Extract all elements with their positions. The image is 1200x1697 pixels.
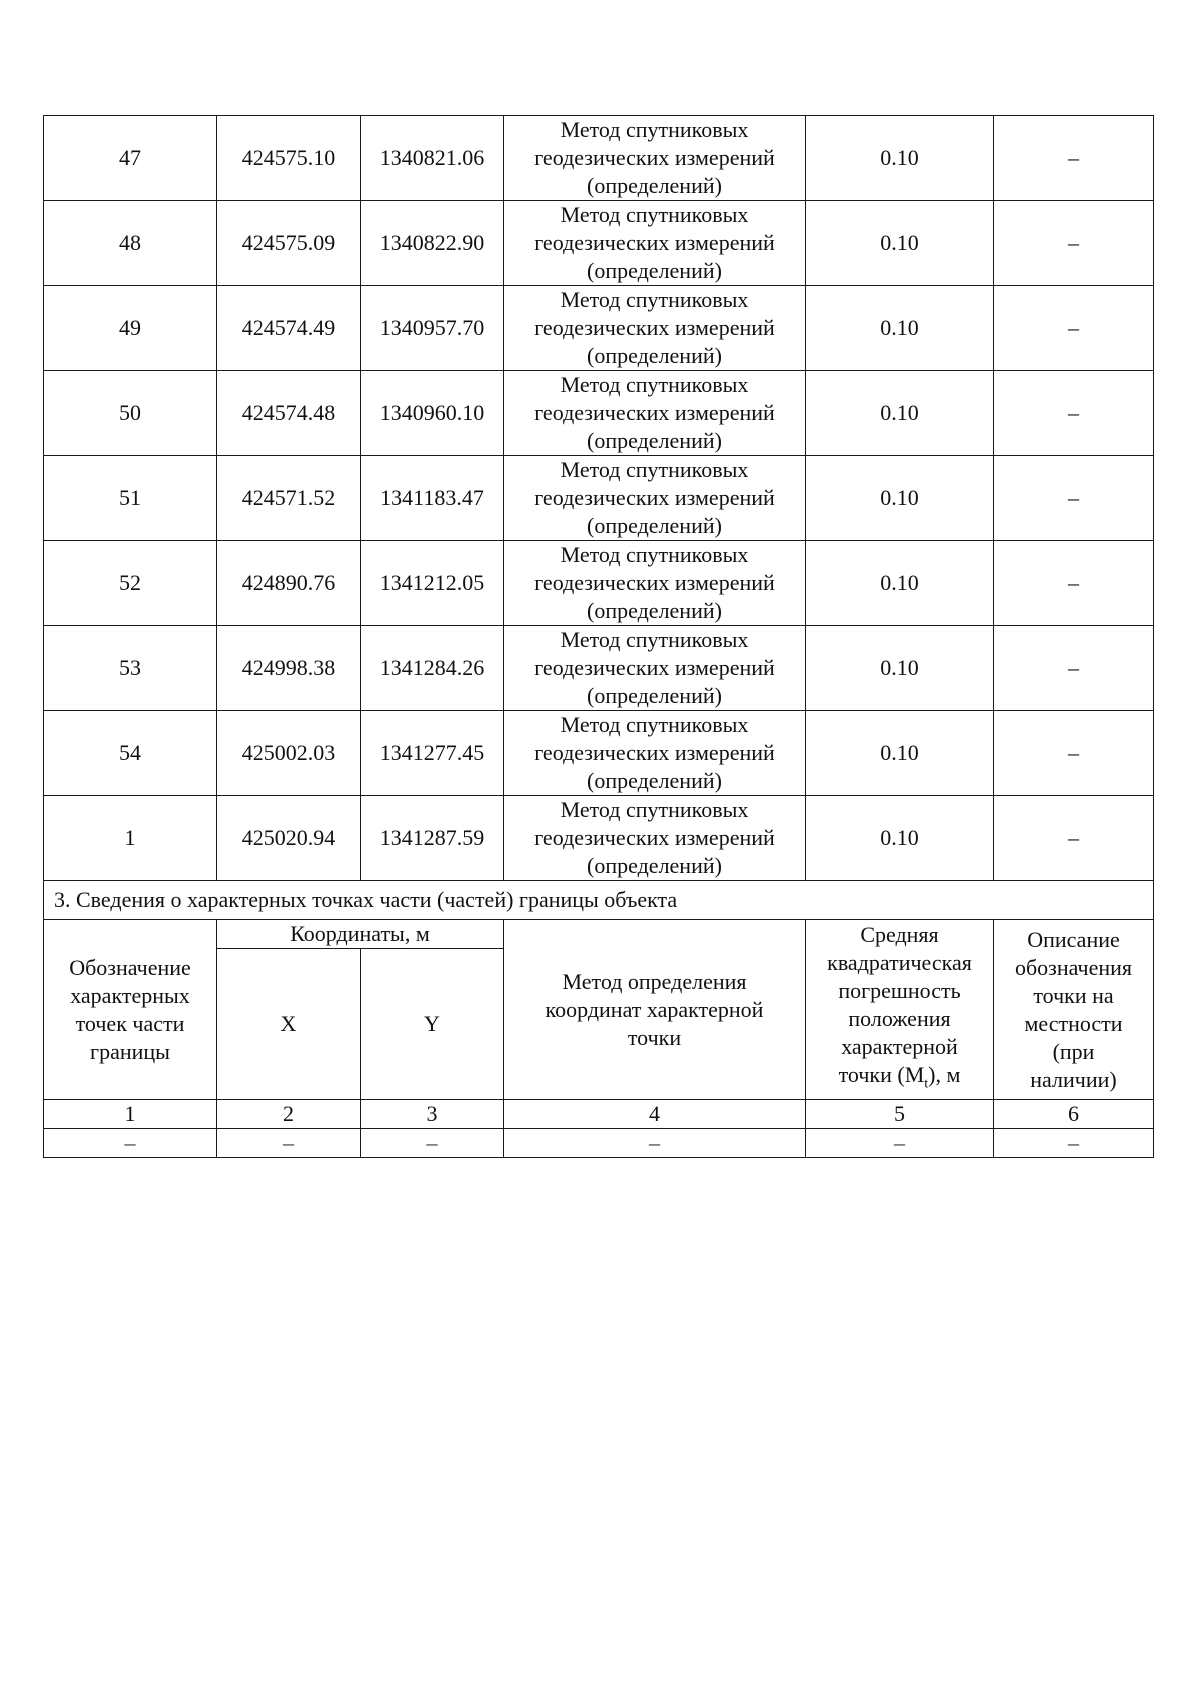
method-line: (определений)	[587, 258, 722, 283]
header-description-line: наличии)	[1030, 1066, 1117, 1092]
point-id-cell: 1	[44, 796, 217, 881]
section-header-row-1	[44, 920, 1154, 949]
table-row	[44, 201, 1154, 286]
description-cell: –	[994, 711, 1154, 796]
section-3-body	[44, 881, 1154, 1158]
header-description-line: местности	[1024, 1010, 1123, 1036]
method-line: геодезических измерений	[534, 230, 775, 255]
header-designation	[44, 920, 217, 1100]
empty-cell: –	[504, 1129, 806, 1158]
method-line: геодезических измерений	[534, 740, 775, 765]
point-id-cell: 51	[44, 456, 217, 541]
method-line: Метод спутниковых	[560, 627, 749, 652]
header-error-line: квадратическая	[827, 949, 972, 975]
header-description-line: (при	[1052, 1038, 1095, 1064]
y-coordinate-cell: 1340957.70	[361, 286, 504, 371]
method-cell	[504, 626, 806, 711]
point-id-cell: 49	[44, 286, 217, 371]
header-y: Y	[361, 949, 504, 1100]
header-coordinates: Координаты, м	[217, 920, 504, 949]
table-row	[44, 116, 1154, 201]
column-number: 1	[44, 1100, 217, 1129]
empty-cell: –	[361, 1129, 504, 1158]
y-coordinate-cell: 1341284.26	[361, 626, 504, 711]
method-line: Метод спутниковых	[560, 457, 749, 482]
x-coordinate-cell: 424574.48	[217, 371, 361, 456]
method-cell	[504, 116, 806, 201]
method-line: (определений)	[587, 683, 722, 708]
column-number: 4	[504, 1100, 806, 1129]
error-cell: 0.10	[806, 456, 994, 541]
description-cell: –	[994, 626, 1154, 711]
y-coordinate-cell: 1341212.05	[361, 541, 504, 626]
header-method-line: точки	[627, 1024, 682, 1050]
y-coordinate-cell: 1341277.45	[361, 711, 504, 796]
header-error-suffix: ), м	[928, 1061, 961, 1087]
header-description-line: точки на	[1033, 982, 1114, 1008]
method-line: геодезических измерений	[534, 400, 775, 425]
error-cell: 0.10	[806, 201, 994, 286]
method-line: Метод спутниковых	[560, 202, 749, 227]
header-error-line: Средняя	[860, 921, 939, 947]
description-cell: –	[994, 371, 1154, 456]
method-line: Метод спутниковых	[560, 797, 749, 822]
method-line: геодезических измерений	[534, 825, 775, 850]
method-cell	[504, 456, 806, 541]
x-coordinate-cell: 425020.94	[217, 796, 361, 881]
x-coordinate-cell: 424890.76	[217, 541, 361, 626]
x-coordinate-cell: 425002.03	[217, 711, 361, 796]
section-title: 3. Сведения о характерных точках части (частей) границы объекта	[44, 881, 1154, 920]
description-cell: –	[994, 286, 1154, 371]
section-title-row	[44, 881, 1154, 920]
method-cell	[504, 201, 806, 286]
method-cell	[504, 796, 806, 881]
header-method-line: Метод определения	[562, 968, 747, 994]
method-line: (определений)	[587, 853, 722, 878]
point-id-cell: 48	[44, 201, 217, 286]
error-cell: 0.10	[806, 116, 994, 201]
description-cell: –	[994, 116, 1154, 201]
y-coordinate-cell: 1340960.10	[361, 371, 504, 456]
method-line: геодезических измерений	[534, 145, 775, 170]
empty-cell: –	[806, 1129, 994, 1158]
method-line: Метод спутниковых	[560, 287, 749, 312]
method-line: (определений)	[587, 768, 722, 793]
description-cell: –	[994, 796, 1154, 881]
x-coordinate-cell: 424571.52	[217, 456, 361, 541]
y-coordinate-cell: 1341287.59	[361, 796, 504, 881]
method-line: (определений)	[587, 598, 722, 623]
description-cell: –	[994, 201, 1154, 286]
x-coordinate-cell: 424575.09	[217, 201, 361, 286]
points-table-body	[44, 116, 1154, 881]
method-line: геодезических измерений	[534, 655, 775, 680]
description-cell: –	[994, 541, 1154, 626]
column-number: 3	[361, 1100, 504, 1129]
empty-data-row	[44, 1129, 1154, 1158]
empty-cell: –	[994, 1129, 1154, 1158]
x-coordinate-cell: 424998.38	[217, 626, 361, 711]
table-row	[44, 796, 1154, 881]
y-coordinate-cell: 1340821.06	[361, 116, 504, 201]
header-description-line: обозначения	[1014, 954, 1133, 980]
point-id-cell: 52	[44, 541, 217, 626]
x-coordinate-cell: 424574.49	[217, 286, 361, 371]
header-error-line: характерной	[841, 1033, 958, 1059]
header-error-subscript: t	[924, 1076, 929, 1092]
point-id-cell: 50	[44, 371, 217, 456]
empty-cell: –	[44, 1129, 217, 1158]
header-description-line: Описание	[1027, 926, 1120, 952]
column-number: 5	[806, 1100, 994, 1129]
table-row	[44, 286, 1154, 371]
y-coordinate-cell: 1340822.90	[361, 201, 504, 286]
point-id-cell: 54	[44, 711, 217, 796]
empty-cell: –	[217, 1129, 361, 1158]
method-cell	[504, 371, 806, 456]
header-designation-line: характерных	[70, 982, 190, 1008]
header-designation-line: точек части	[75, 1010, 185, 1036]
method-line: (определений)	[587, 513, 722, 538]
header-error-prefix: точки (M	[838, 1061, 925, 1087]
method-cell	[504, 711, 806, 796]
header-error-line: погрешность	[838, 977, 961, 1003]
method-line: геодезических измерений	[534, 315, 775, 340]
method-line: Метод спутниковых	[560, 117, 749, 142]
table-row	[44, 541, 1154, 626]
method-cell	[504, 541, 806, 626]
method-cell	[504, 286, 806, 371]
coordinates-table	[43, 115, 1154, 1158]
point-id-cell: 53	[44, 626, 217, 711]
method-line: Метод спутниковых	[560, 542, 749, 567]
column-number: 6	[994, 1100, 1154, 1129]
method-line: (определений)	[587, 343, 722, 368]
method-line: Метод спутниковых	[560, 372, 749, 397]
point-id-cell: 47	[44, 116, 217, 201]
header-error	[806, 920, 994, 1100]
description-cell: –	[994, 456, 1154, 541]
column-number-row	[44, 1100, 1154, 1129]
header-method-line: координат характерной	[545, 996, 764, 1022]
header-designation-line: границы	[90, 1038, 170, 1064]
error-cell: 0.10	[806, 541, 994, 626]
header-designation-line: Обозначение	[69, 954, 191, 980]
table-row	[44, 711, 1154, 796]
error-cell: 0.10	[806, 626, 994, 711]
header-error-line-last	[810, 1061, 989, 1098]
table-row	[44, 456, 1154, 541]
error-cell: 0.10	[806, 286, 994, 371]
error-cell: 0.10	[806, 371, 994, 456]
table-row	[44, 626, 1154, 711]
error-cell: 0.10	[806, 711, 994, 796]
header-x: X	[217, 949, 361, 1100]
method-line: (определений)	[587, 173, 722, 198]
method-line: геодезических измерений	[534, 570, 775, 595]
header-method	[504, 920, 806, 1100]
method-line: геодезических измерений	[534, 485, 775, 510]
column-number: 2	[217, 1100, 361, 1129]
method-line: Метод спутниковых	[560, 712, 749, 737]
table-row	[44, 371, 1154, 456]
y-coordinate-cell: 1341183.47	[361, 456, 504, 541]
error-cell: 0.10	[806, 796, 994, 881]
header-description	[994, 920, 1154, 1100]
x-coordinate-cell: 424575.10	[217, 116, 361, 201]
method-line: (определений)	[587, 428, 722, 453]
header-error-line: положения	[848, 1005, 951, 1031]
